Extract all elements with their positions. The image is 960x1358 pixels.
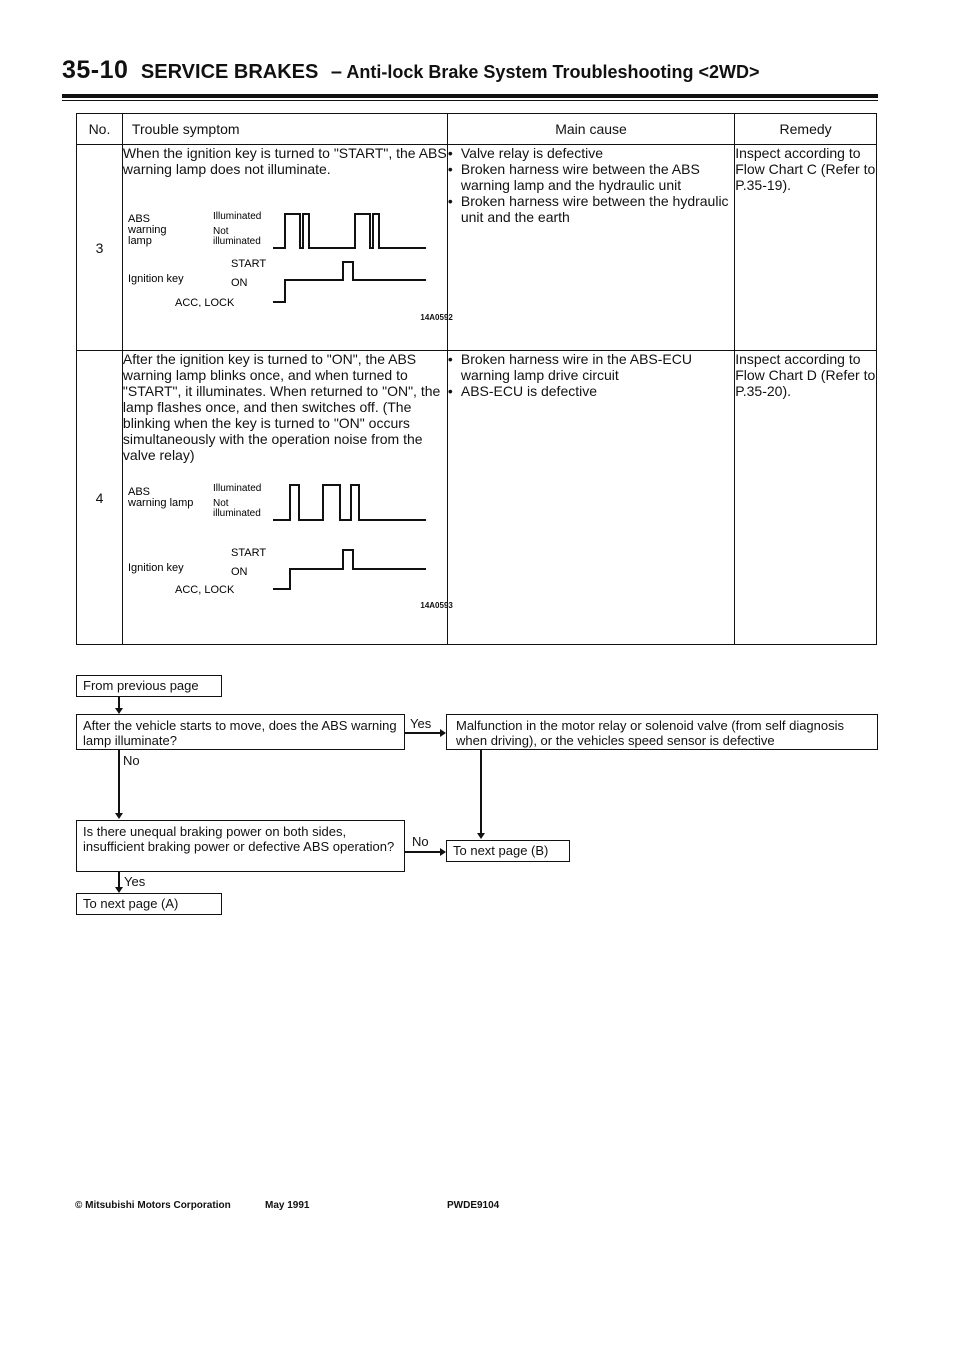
table-row xyxy=(77,351,877,645)
arrow-down-icon xyxy=(115,813,123,819)
lamp-label: lamp xyxy=(127,235,152,247)
table-row xyxy=(77,145,877,351)
section-title: SERVICE BRAKES xyxy=(140,61,319,83)
remedy-cell: Inspect according to Flow Chart C (Refer to P.35-19). xyxy=(735,145,877,351)
symptom-cell xyxy=(122,145,453,351)
key-waveform xyxy=(273,262,426,302)
figure-code: 14A0592 xyxy=(420,313,453,322)
question-box-1: After the vehicle starts to move, does the ABS warning lamp illuminate? xyxy=(76,714,405,750)
remedy-cell: Inspect according to Flow Chart D (Refer to P.35-20). xyxy=(735,351,877,645)
next-page-a-box: To next page (A) xyxy=(76,893,222,915)
col-header-remedy: Remedy xyxy=(735,114,877,145)
ignition-key-label: Ignition key xyxy=(127,562,184,574)
cause-item: • ABS-ECU is defective xyxy=(448,383,734,399)
not-illuminated-label: Not xyxy=(212,226,229,237)
cause-item: • Valve relay is defective xyxy=(448,145,734,161)
lamp-label: ABS xyxy=(127,486,150,498)
illuminated-label: Illuminated xyxy=(212,211,262,222)
lamp-waveform xyxy=(273,214,426,248)
start-box: From previous page xyxy=(76,675,222,697)
connector-line xyxy=(405,732,442,734)
footer-copyright: © Mitsubishi Motors Corporation xyxy=(75,1200,231,1211)
cause-item: • Broken harness wire in the ABS-ECU warning lamp drive circuit xyxy=(448,351,734,383)
on-label: ON xyxy=(230,566,248,578)
footer-code: PWDE9104 xyxy=(447,1200,500,1211)
symptom-cell xyxy=(122,351,453,645)
cause-cell xyxy=(447,145,734,351)
page-number: 35-10 xyxy=(62,56,129,84)
page-subtitle: Anti-lock Brake System Troubleshooting <2WD> xyxy=(346,62,760,82)
yes-label: Yes xyxy=(410,716,432,731)
lamp-label: ABS xyxy=(127,213,150,225)
illuminated-label: Illuminated xyxy=(212,483,262,494)
arrow-down-icon xyxy=(477,833,485,839)
cause-item: • Broken harness wire between the ABS warning lamp and the hydraulic unit xyxy=(448,161,734,193)
header-separator: – xyxy=(330,61,342,83)
table-header-row xyxy=(77,114,877,145)
col-header-symptom: Trouble symptom xyxy=(122,114,447,145)
cause-item: • Broken harness wire between the hydraulic unit and the earth xyxy=(448,193,734,225)
start-label: START xyxy=(230,258,266,270)
symptom-text: When the ignition key is turned to "START", the ABS warning lamp does not illuminate. xyxy=(122,145,447,177)
lamp-label: warning xyxy=(127,224,167,236)
col-header-cause: Main cause xyxy=(447,114,734,145)
lamp-waveform xyxy=(273,485,426,520)
connector-line xyxy=(405,851,442,853)
connector-line xyxy=(480,750,482,836)
ignition-key-label: Ignition key xyxy=(127,273,184,285)
next-page-b-box: To next page (B) xyxy=(446,840,570,862)
header-rule-thin xyxy=(62,100,878,101)
on-label: ON xyxy=(230,277,248,289)
cause-list xyxy=(448,351,734,399)
figure-code: 14A0593 xyxy=(420,601,453,610)
not-illuminated-label: illuminated xyxy=(212,236,261,247)
cause-cell xyxy=(447,351,734,645)
acc-lock-label: ACC, LOCK xyxy=(174,584,235,595)
not-illuminated-label: illuminated xyxy=(212,508,261,519)
result-box-yes: Malfunction in the motor relay or solenoid valve (from self diagnosis when driving), or the vehicles speed sensor is defective xyxy=(446,714,878,750)
no-label: No xyxy=(412,834,429,849)
page-header xyxy=(62,56,759,85)
symptom-text: After the ignition key is turned to "ON", the ABS warning lamp blinks once, and when turned to "START", it illuminates. When returned to "ON", the lamp flashes once, and then switches off. (The blinking when the key is turned to "ON" occurs simultaneously with the operation noise from the valve relay) xyxy=(122,351,441,463)
col-header-no: No. xyxy=(77,114,123,145)
header-rule xyxy=(62,94,878,98)
question-box-2: Is there unequal braking power on both sides, insufficient braking power or defective ABS operation? xyxy=(76,820,405,872)
no-label: No xyxy=(123,753,140,768)
not-illuminated-label: Not xyxy=(212,498,229,509)
acc-lock-label: ACC, LOCK xyxy=(174,297,235,307)
timing-diagram xyxy=(123,463,428,595)
timing-diagram xyxy=(123,177,428,307)
row-number: 4 xyxy=(77,351,123,645)
connector-line xyxy=(118,750,120,816)
yes-label: Yes xyxy=(124,874,146,889)
row-number: 3 xyxy=(77,145,123,351)
start-label: START xyxy=(230,547,266,559)
cause-list xyxy=(448,145,734,225)
trouble-table xyxy=(76,113,877,645)
footer-date: May 1991 xyxy=(265,1200,310,1211)
key-waveform xyxy=(273,550,426,589)
lamp-label: warning lamp xyxy=(127,497,194,509)
